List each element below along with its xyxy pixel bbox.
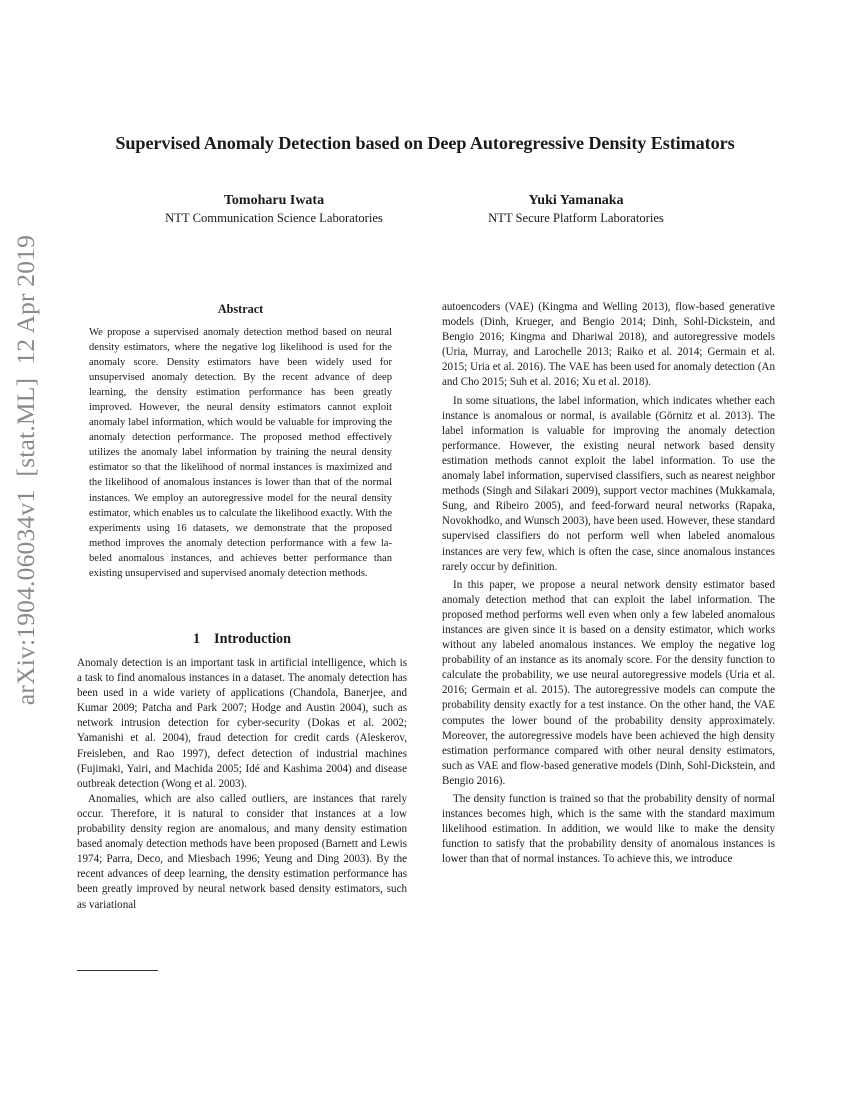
paragraph: In this paper, we propose a neural network density estimator based anomaly detection method that can exploit the label information. The proposed method performs well even when only a few labeled anomalous instances are given since it is based on a density estimator, which works without any labeled anomalous instances. We employ the negative log probability of an instance as its anomaly score. For the density function to calculate the probability, we use neural autoregressive models (Uria et al. 2016; Germain et al. 2015). The autoregressive models can compute the probability density exactly for a test instance. On the other hand, the VAE computes the lower bound of the probability density approximately. Moreover, the autoregressive models have been achieved the high density estimation performance compared with other neural density estimators, such as VAE and flow-based generative models (Dinh, Sohl-Dickstein, and Bengio 2016). [442, 578, 775, 787]
paragraph: Anomalies, which are also called outliers, are instances that rarely occur. Therefore, it is natural to consider that instances at a low probability density region are anomalous, and many density estimation based anomaly detection methods have been proposed (Barnett and Lewis 1974; Parra, Deco, and Miesbach 1996; Yeung and Ding 2003). By the recent advances of deep learning, the density estimation performance has been greatly improved by neural network based density estimators, such as variational [77, 792, 407, 911]
section-number: 1 [192, 631, 201, 647]
author-affiliation: NTT Communication Science Laboratories [165, 211, 383, 225]
author-affiliation: NTT Secure Platform Laboratories [488, 211, 664, 225]
author-block [411, 192, 741, 226]
introduction-left-column [77, 656, 407, 913]
paragraph: autoencoders (VAE) (Kingma and Welling 2013), flow-based generative models (Dinh, Krueger, and Bengio 2014; Dinh, Sohl-Dickstein, and Bengio 2016; Kingma and Dhariwal 2018), and autoregressive models (Uria, Murray, and Larochelle 2013; Raiko et al. 2014; Germain et al. 2015; Uria et al. 2016). The VAE has been used for anomaly detection (An and Cho 2015; Suh et al. 2016; Xu et al. 2018). [442, 301, 775, 389]
author-name: Yuki Yamanaka [528, 193, 624, 208]
arxiv-identifier-stamp: arXiv:1904.06034v1 [stat.ML] 12 Apr 2019 [11, 234, 40, 706]
section-heading-introduction [77, 631, 407, 648]
paper-title: Supervised Anomaly Detection based on Deep Autoregressive Density Estimators [115, 133, 735, 153]
footnote-divider [77, 970, 158, 971]
paragraph: Anomaly detection is an important task in artificial intelligence, which is a task to find anomalous instances in a dataset. The anomaly detection has been used in a wide variety of applications (Chandola, Banerjee, and Kumar 2009; Patcha and Park 2007; Hodge and Austin 2004), such as network intrusion detection for cyber-security (Dokas et al. 2002; Yamanishi et al. 2004), fraud detection for credit cards (Aleskerov, Freisleben, and Rao 1997), defect detection of industrial machines (Fujimaki, Yairi, and Machida 2005; Idé and Kashima 2004) and disease outbreak detection (Wong et al. 2003). [77, 657, 407, 790]
paragraph: The density function is trained so that the probability density of normal instances becomes high, which is the same with the standard maximum likelihood estimation. In addition, we would like to make the density function to satisfy that the probability density of anomalous instances is lower than that of normal instances. To achieve this, we introduce [442, 793, 775, 866]
section-title: Introduction [214, 631, 292, 647]
abstract-paragraph: We propose a supervised anomaly detection method based on neural density estimators, where the negative log likelihood is used for the anomaly score. Density estimators have been widely used for unsupervised anomaly detection. By the recent advance of deep learning, the density estimation performance has been greatly improved. However, the neural density estimators cannot exploit anomaly label information, which would be valuable for improving the anomaly detection performance. The proposed method effectively utilizes the anomaly label information by training the neural density estimator so that the likelihood of normal instances is maximized and the likelihood of anomalous instances is lower than that of the normal instances. We employ an autoregressive model for the neural density estimator, which enables us to calculate the likelihood exactly. With the experiments using 16 datasets, we demonstrate that the proposed method improves the anomaly detection performance with a few labeled anomalous instances, and achieves better performance than existing unsupervised and supervised anomaly detection methods. [89, 327, 392, 579]
paragraph: In some situations, the label information, which indicates whether each instance is anomalous or normal, is available (Görnitz et al. 2013). The label information is valuable for improving the anomaly detection performance. However, the existing neural network based density estimation methods cannot exploit the label information. To use the anomaly label information, supervised classifiers, such as nearest neighbor methods (Singh and Silakari 2009), support vector machines (Mukkamala, Sung, and Ribeiro 2005), and feed-forward neural networks (Rapaka, Novokhodko, and Wunsch 2003), have been used. However, these standard supervised classifiers do not perform well when labeled anomalous instances are very few, which is often the case, since anomalous instances rarely occur by definition. [442, 394, 775, 573]
abstract-heading: Abstract [217, 302, 264, 316]
author-block [109, 192, 439, 226]
introduction-right-column [442, 300, 775, 867]
abstract-body [89, 325, 392, 581]
author-name: Tomoharu Iwata [223, 193, 325, 208]
